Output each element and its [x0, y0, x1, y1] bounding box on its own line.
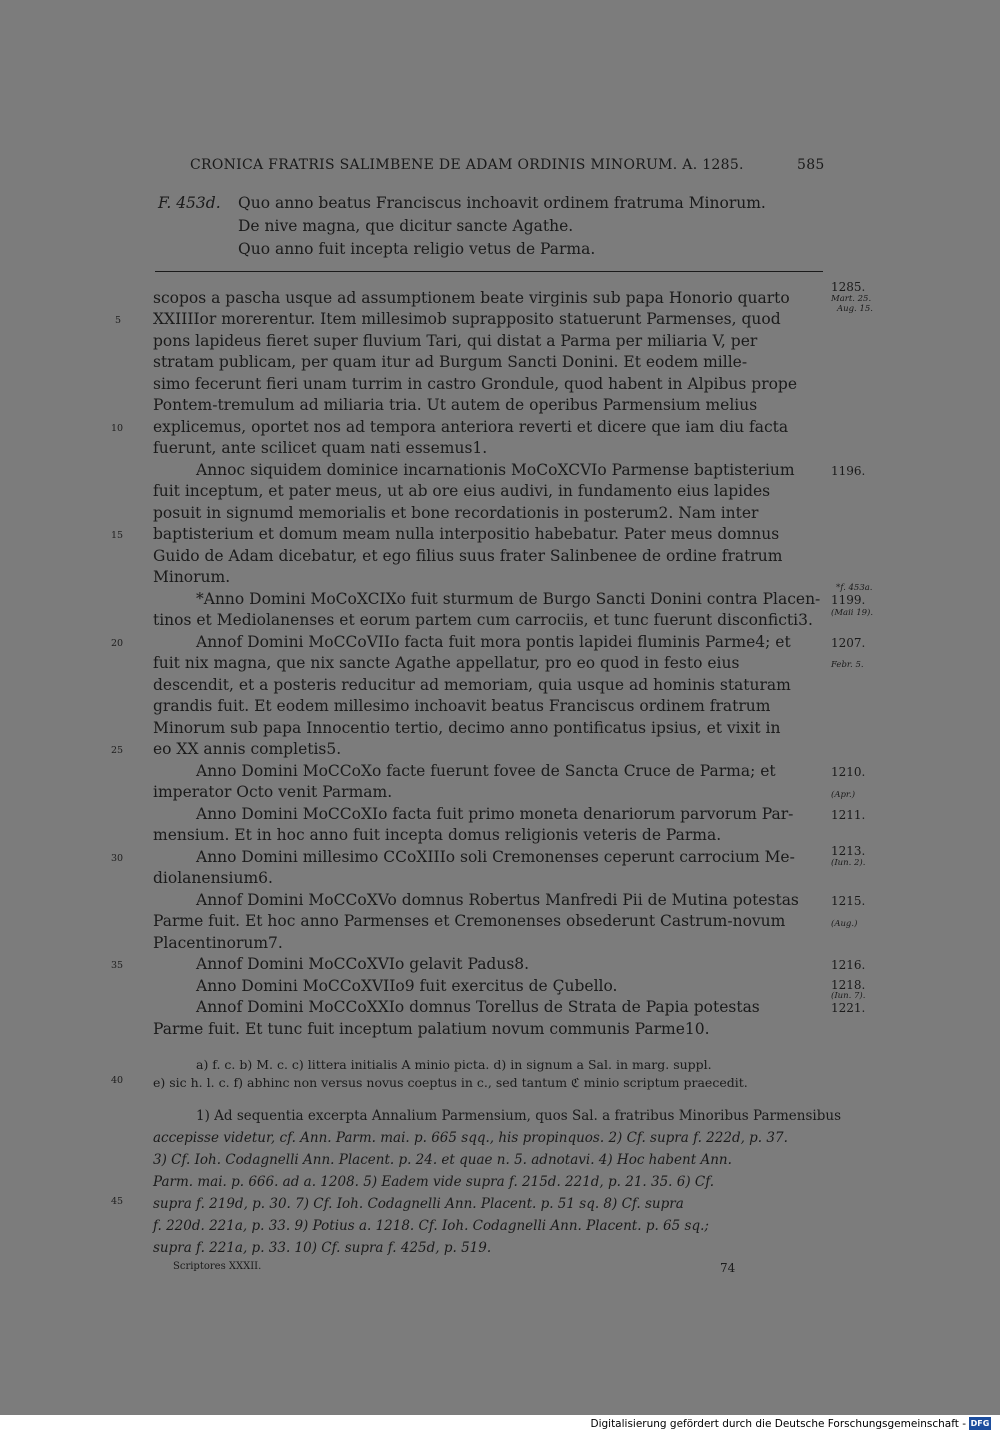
body-line: Guido de Adam dicebatur, et ego filius suus frater Salinbenee de ordine fratrum [153, 547, 783, 565]
margin-year: 1285. [831, 280, 866, 294]
body-line: Anno Domini MoCCoXIo facta fuit primo moneta denariorum parvorum Par- [196, 805, 794, 823]
signature-number: 74 [720, 1261, 736, 1275]
line-number: 15 [111, 530, 124, 541]
body-line: posuit in signumd memorialis et bone recordationis in posterum2. Nam inter [153, 504, 759, 522]
footnote-line: 1) Ad sequentia excerpta Annalium Parmensium, quos Sal. a fratribus Minoribus Parmensibus [196, 1108, 841, 1124]
dfg-logo: DFG [970, 1419, 990, 1428]
body-line: XXIIIIor morerentur. Item millesimob suprapposito statuerunt Parmenses, quod [153, 310, 781, 328]
body-line: Anno Domini millesimo CCoXIIIo soli Cremonenses ceperunt carrocium Me- [196, 848, 795, 866]
margin-year: 1218. [831, 978, 866, 992]
margin-date: (Apr.) [831, 790, 856, 800]
body-line: Annof Domini MoCCoXVIo gelavit Padus8. [196, 955, 530, 973]
body-line: Parme fuit. Et tunc fuit inceptum palatium novum communis Parme10. [153, 1020, 710, 1038]
body-line: descendit, et a posteris reducitur ad memoriam, quia usque ad hominis staturam [153, 676, 791, 694]
line-number: 45 [111, 1196, 124, 1207]
footnote-line: supra f. 221a, p. 33. 10) Cf. supra f. 425d, p. 519. [153, 1240, 492, 1256]
body-line: fuit inceptum, et pater meus, ut ab ore eius audivi, in fundamento eius lapides [153, 482, 771, 500]
footnote-line: 3) Cf. Ioh. Codagnelli Ann. Placent. p. 24. et quae n. 5. adnotavi. 4) Hoc habent Ann. [153, 1152, 732, 1168]
margin-date: Mart. 25. [831, 294, 872, 304]
intro-line: Quo anno beatus Franciscus inchoavit ordinem fratruma Minorum. [238, 194, 766, 212]
footnote-line: supra f. 219d, p. 30. 7) Cf. Ioh. Codagnelli Ann. Placent. p. 51 sq. 8) Cf. supra [153, 1196, 684, 1212]
body-line: baptisterium et domum meam nulla interpositio habebatur. Pater meus domnus [153, 525, 780, 543]
footnote-line: Parm. mai. p. 666. ad a. 1208. 5) Eadem vide supra f. 215d. 221d, p. 21. 35. 6) Cf. [153, 1174, 715, 1190]
body-line: Minorum. [153, 568, 231, 586]
margin-date: Aug. 15. [837, 304, 873, 314]
body-line: Annoc siquidem dominice incarnationis MoCoXCVIo Parmense baptisterium [196, 461, 795, 479]
body-line: Minorum sub papa Innocentio tertio, decimo anno pontificatus ipsius, et vixit in [153, 719, 781, 737]
footnote-line: f. 220d. 221a, p. 33. 9) Potius a. 1218. Cf. Ioh. Codagnelli Ann. Placent. p. 65 sq.; [153, 1218, 709, 1234]
body-line: fuerunt, ante scilicet quam nati essemus1. [153, 439, 488, 457]
margin-year: 1215. [831, 894, 866, 908]
margin-date: (Iun. 2). [831, 858, 866, 868]
body-line: Annof Domini MoCCoXXIo domnus Torellus de Strata de Papia potestas [196, 998, 760, 1016]
line-number: 5 [115, 315, 122, 326]
folio-reference: F. 453d. [158, 194, 221, 212]
line-number: 40 [111, 1075, 124, 1086]
line-number: 20 [111, 638, 124, 649]
margin-date: (Aug.) [831, 919, 858, 929]
margin-date: (Maii 19). [831, 608, 874, 618]
body-line: Placentinorum7. [153, 934, 283, 952]
body-line: Anno Domini MoCCoXVIIo9 fuit exercitus de Çubello. [196, 977, 618, 995]
section-rule [155, 271, 823, 272]
margin-date: *f. 453a. [836, 583, 873, 593]
line-number: 10 [111, 423, 124, 434]
body-line: stratam publicam, per quam itur ad Burgum Sancti Donini. Et eodem mille- [153, 353, 748, 371]
body-line: Parme fuit. Et hoc anno Parmenses et Cremonenses obsederunt Castrum-novum [153, 912, 786, 930]
margin-date: Febr. 5. [831, 660, 864, 670]
margin-year: 1210. [831, 765, 866, 779]
margin-year: 1207. [831, 636, 866, 650]
footnote-line: accepisse videtur, cf. Ann. Parm. mai. p. 665 sqq., his propinquos. 2) Cf. supra f. 222d, p. 37. [153, 1130, 788, 1146]
margin-year: 1213. [831, 844, 866, 858]
line-number: 25 [111, 745, 124, 756]
body-line: *Anno Domini MoCoXCIXo fuit sturmum de Burgo Sancti Donini contra Placen- [196, 590, 821, 608]
line-number: 30 [111, 853, 124, 864]
apparatus-line: a) f. c. b) M. c. c) littera initialis A minio picta. d) in signum a Sal. in marg. suppl. [196, 1057, 712, 1072]
margin-date: (Iun. 7). [831, 991, 866, 1001]
body-line: pons lapideus fieret super fluvium Tari, qui distat a Parma per miliaria V, per [153, 332, 758, 350]
body-line: imperator Octo venit Parmam. [153, 783, 393, 801]
signature: Scriptores XXXII. [173, 1261, 262, 1272]
page-number: 585 [797, 157, 825, 173]
margin-year: 1211. [831, 808, 866, 822]
body-line: diolanensium6. [153, 869, 273, 887]
margin-year: 1199. [831, 593, 866, 607]
body-line: mensium. Et in hoc anno fuit incepta domus religionis veteris de Parma. [153, 826, 722, 844]
margin-year: 1196. [831, 464, 866, 478]
body-line: eo XX annis completis5. [153, 740, 342, 758]
running-title: CRONICA FRATRIS SALIMBENE DE ADAM ORDINIS MINORUM. A. 1285. [190, 157, 744, 173]
apparatus-line: e) sic h. l. c. f) abhinc non versus novus coeptus in c., sed tantum ℭ minio scriptum praecedit. [153, 1075, 748, 1090]
credit-text: Digitalisierung gefördert durch die Deutsche Forschungsgemeinschaft - [590, 1418, 966, 1430]
intro-line: Quo anno fuit incepta religio vetus de Parma. [238, 240, 596, 258]
margin-year: 1216. [831, 958, 866, 972]
body-line: Annof Domini MoCCoXVo domnus Robertus Manfredi Pii de Mutina potestas [196, 891, 799, 909]
body-line: explicemus, oportet nos ad tempora anteriora reverti et dicere que iam diu facta [153, 418, 789, 436]
body-line: scopos a pascha usque ad assumptionem beate virginis sub papa Honorio quarto [153, 289, 790, 307]
body-line: fuit nix magna, que nix sancte Agathe appellatur, pro eo quod in festo eius [153, 654, 740, 672]
body-line: grandis fuit. Et eodem millesimo inchoavit beatus Franciscus ordinem fratrum [153, 697, 771, 715]
body-line: tinos et Mediolanenses et eorum partem cum carrociis, et tunc fuerunt disconficti3. [153, 611, 813, 629]
body-line: Pontem-tremulum ad miliaria tria. Ut autem de operibus Parmensium melius [153, 396, 758, 414]
body-line: simo fecerunt fieri unam turrim in castro Grondule, quod habent in Alpibus prope [153, 375, 798, 393]
line-number: 35 [111, 960, 124, 971]
body-line: Annof Domini MoCCoVIIo facta fuit mora pontis lapidei fluminis Parme4; et [196, 633, 791, 651]
body-line: Anno Domini MoCCoXo facte fuerunt fovee de Sancta Cruce de Parma; et [196, 762, 776, 780]
margin-year: 1221. [831, 1001, 866, 1015]
intro-line: De nive magna, que dicitur sancte Agathe. [238, 217, 574, 235]
